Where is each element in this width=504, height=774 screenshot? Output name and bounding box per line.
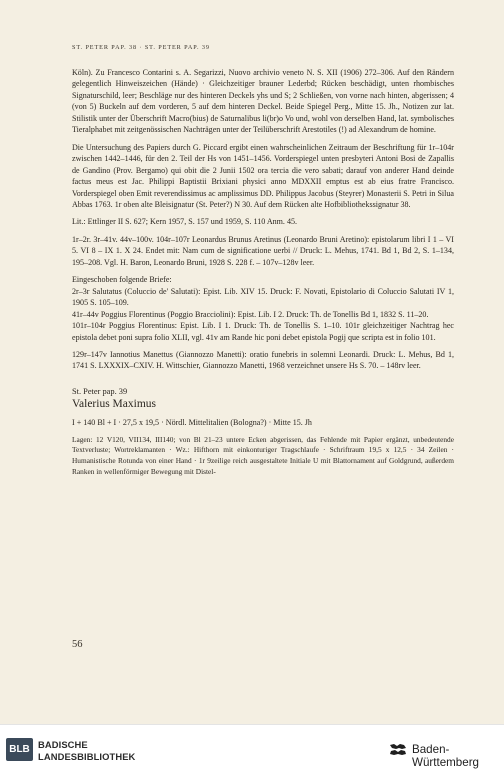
manuscript-shelfmark: St. Peter pap. 39 <box>72 386 128 396</box>
library-name-line1: BADISCHE <box>38 739 88 750</box>
page-content <box>72 67 454 478</box>
page-number: 56 <box>72 639 83 650</box>
library-name-line2: LANDESBIBLIOTHEK <box>38 750 136 762</box>
manuscript-title: Valerius Maximus <box>72 398 157 411</box>
paragraph-manetti: 129r–147v Iannotius Manettus (Giannozzo Manetti): oratio funebris in solemni Leonardi. Druck: L. Mehus, Bd 1, 1741 S. LXXXIX–CXIV. H. Wittschier, Giannozzo Manetti, 1968 verzeichnet unsere Hs S. 70. – 148rv leer. <box>72 349 454 371</box>
paragraph-literature: Lit.: Ettlinger II S. 627; Kern 1957, S. 157 und 1959, S. 110 Anm. 45. <box>72 217 298 227</box>
library-name[interactable] <box>38 739 135 762</box>
paragraph-contents-bruni: 1r–2r. 3r–41v. 44v–100v. 104r–107r Leonardus Brunus Aretinus (Leonardo Bruni Aretino): epistolarum libri I 1 – VI 5. VI 8 – IX 1. X 24. Endet mit: Nam cum de significatione uerbi // Druck: L. Mehus, 1741. Bd 1, Bd 2, S. 1–134, 195–208. Vgl. H. Baron, Leonardo Bruni, 1928 S. 228 f. – 107v–128v leer. <box>72 234 454 267</box>
paragraph-inserted-letters-heading: Eingeschoben folgende Briefe: <box>72 275 172 285</box>
paragraph-poggio-2: 101r–104r Poggius Florentinus: Epist. Lib. I 1. Druck: Th. de Tonellis S. 1–10. 101r gleichzeitiger Nachtrag hec epistola debet poni supra folio XLII, vgl. 41v am Rande hic poni debet epistola Pogij que scripta est in folio 101. <box>72 321 454 342</box>
paragraph-provenance-continued: Köln). Zu Francesco Contarini s. A. Segarizzi, Nuovo archivio veneto N. S. XII (1906) 272–306. Auf den Rändern gelegentlich Hinweiszeichen (Hände) · Gleichzeitiger brauner Lederbd; Rücken beschädigt, unten rhombisches Signaturschild, leer; Beschläge nur des hinteren Deckels yhs und S; 2 Schließen, von vorne nach hinten, abgerissen; 4 (von 5) Buckeln auf dem vorderen, 5 auf dem hinteren Deckel. Beide Spiegel Perg., Mitte 15. Jh., Notizen zur lat. Stilistik unter der Überschrift Macro(bius) de Saturnalibus li(br)o Vo und, wohl von derselben Hand, lat. symbolisches Tieralphabet mit zeitgenössischen Nachträgen unter der Teilüberschrift Arestotiles (!) ad Alexandrum de homine. <box>72 68 454 135</box>
footer-bar <box>0 724 504 774</box>
paragraph-codicology: Lagen: 12 V120, VII134, III140; von Bl 21–23 untere Ecken abgerissen, das Fehlende mit Papier ergänzt, unbedeutende Textverluste; Wortreklamanten · Wz.: Hifthorn mit einkonturiger Tragschlaufe · Schriftraum 19,5 x 12,5 · 34 Zeilen · Humanistische Rotunda von einer Hand · 1r 9zeilige reich ausgestaltete Initiale U mit Blattornament auf Goldgrund, außerdem Ranken in wellenförmiger Bewegung mit Distel- <box>72 434 454 476</box>
blb-logo-icon[interactable]: BLB <box>6 738 33 761</box>
running-head: ST. PETER PAP. 38 · ST. PETER PAP. 39 <box>72 44 210 51</box>
baden-wuerttemberg-coat-of-arms-icon[interactable] <box>388 742 408 758</box>
state-name[interactable]: Baden-Württemberg <box>412 743 480 769</box>
paragraph-poggio-1: 41r–44v Poggius Florentinus (Poggio Bracciolini): Epist. Lib. I 2. Druck: Th. de Tonellis Bd 1, 1832 S. 11–20. <box>72 309 429 319</box>
paragraph-paper-analysis: Die Untersuchung des Papiers durch G. Piccard ergibt einen wahrscheinlichen Zeitraum der Beschriftung für 1r–104r zwischen 1442–1446, für den 2. Teil der Hs von 1451–1456. Vorderspiegel unten presbyteri Antoni Bosi de Zapallis de Gandino (Prov. Bergamo) qui obit die 2 Junii 1502 ora tercia die vero sabati; darauf von anderer Hand deinde factus meus est Jac. Philippi Baptistii Brixiani physici anno MDXXII emptus est ab eius fratre Francisco. Vorderspiegel oben Emit reverendissimus ac amplissimus DD. Philippus Jacobus (Steyrer) Monasterii S. Petri in Silua Abbas 1763. 1r oben alte Bleisignatur (St. Peter?) N 30. Auf dem Rücken alte Hofbibliothekssignatur 38. <box>72 142 454 209</box>
paragraph-salutati: 2r–3r Salutatus (Coluccio de' Salutati): Epist. Lib. XIV 15. Druck: F. Novati, Epistolario di Coluccio Salutati IV 1, 1905 S. 105–109. <box>72 286 454 308</box>
paragraph-physical-description: I + 140 Bl + I · 27,5 x 19,5 · Nördl. Mittelitalien (Bologna?) · Mitte 15. Jh <box>72 418 312 428</box>
